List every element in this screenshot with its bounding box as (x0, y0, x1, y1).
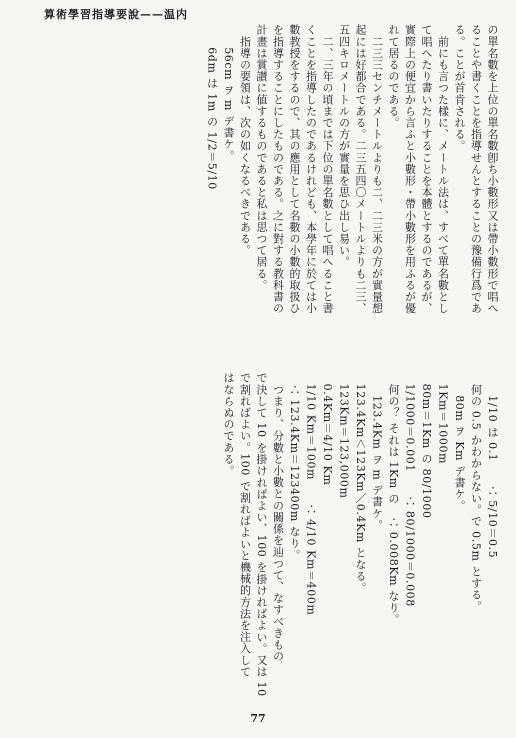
text-line: ∴ 123.4Km＝123400m なり。 (288, 372, 301, 561)
text-line: の單名數を上位の單名數卽ち小數形又は帶小數形で唱へ (486, 24, 499, 314)
text-line: 數教授をするので、其の應用として名數の小數的取扱ひ (288, 24, 301, 314)
text-line: 123.4Km＜123Km／0.4Km となる。 (354, 372, 367, 594)
text-line: れて居るのである。 (387, 24, 400, 129)
text-line: 指導の要領は、次の如くなるべきである。 (238, 24, 252, 256)
text-line: 實際上の便宜から言ふと小數形・帶小數形を用ふるが優 (403, 24, 417, 314)
text-line: 6dm は 1m の 1/2＝5/10 (205, 24, 219, 190)
text-line: くことを指導したのであるけれども、本學年に於ては小 (304, 24, 318, 314)
text-line: て唱へたり書いたりすることを本體とするのであるが、 (420, 24, 433, 314)
text-line: 二三三センチメートルよりも二、二三米の方が實量想 (370, 24, 384, 314)
running-header: 算術學習指導要說——温内 (44, 8, 188, 21)
text-line: 計畫は賞讃に値するものであると私は思つて居る。 (255, 24, 268, 291)
text-line: で決して 10 を掛ければよい、100 を掛ければよい。又は 10 (255, 372, 268, 697)
text-line: 123Km＝123,000m (337, 372, 351, 499)
text-line: 何の 0.5 かわからない。で 0.5m とする。 (469, 372, 483, 613)
text-line: を指導することにしたものである。之に對する教科書の (271, 24, 285, 314)
text-line: 0.4Km＝4/10 Km (321, 372, 334, 486)
text-line: 二、三年の頃までは下位の單名數として唱へること書 (321, 24, 334, 314)
text-line: 56cm ヲ m デ書ケ。 (222, 24, 235, 162)
text-line: 起には好都合である。二三五四〇メートルよりも二三、 (354, 24, 367, 314)
text-line: 前にも言つた樣に、メートル法は、すべて單名數とし (436, 24, 450, 314)
text-line: つまり、分數と小數との關係を辿つて、なすべきもの (271, 372, 285, 662)
text-line: 80m ヲ Km デ書ケ。 (453, 372, 466, 512)
text-line: はならぬのである。 (222, 372, 235, 477)
page-number: 77 (250, 712, 266, 725)
text-line: 123.4Km ヲ m デ書ケ。 (370, 372, 384, 531)
text-line: る。ことが首肯される。 (453, 24, 466, 152)
upper-text-block (16, 24, 500, 344)
text-line: 1/10 Km＝100m ∴ 4/10 Km＝400m (304, 372, 318, 616)
text-line: 80m＝1Km の 80/1000 (420, 372, 433, 519)
text-line: 何の？ それは 1Km の ∴ 0.008Km なり。 (387, 372, 400, 626)
text-line: 五四キロメートルの方が實量を思ひ出し易い。 (337, 24, 351, 268)
text-line: 1/10 は 0.1 ∴ 5/10＝0.5 (486, 372, 499, 559)
text-line: ることや書くことを指導せんとすることの豫備行爲であ (469, 24, 483, 314)
text-line: 1Km＝1000m (436, 372, 450, 465)
text-line: 1/1000＝0.001 ∴ 80/1000＝0.008 (403, 372, 417, 607)
lower-text-block (16, 372, 500, 697)
text-line: で割ればよい。100 で割ればよいと機械的方法を注入して (238, 372, 252, 678)
